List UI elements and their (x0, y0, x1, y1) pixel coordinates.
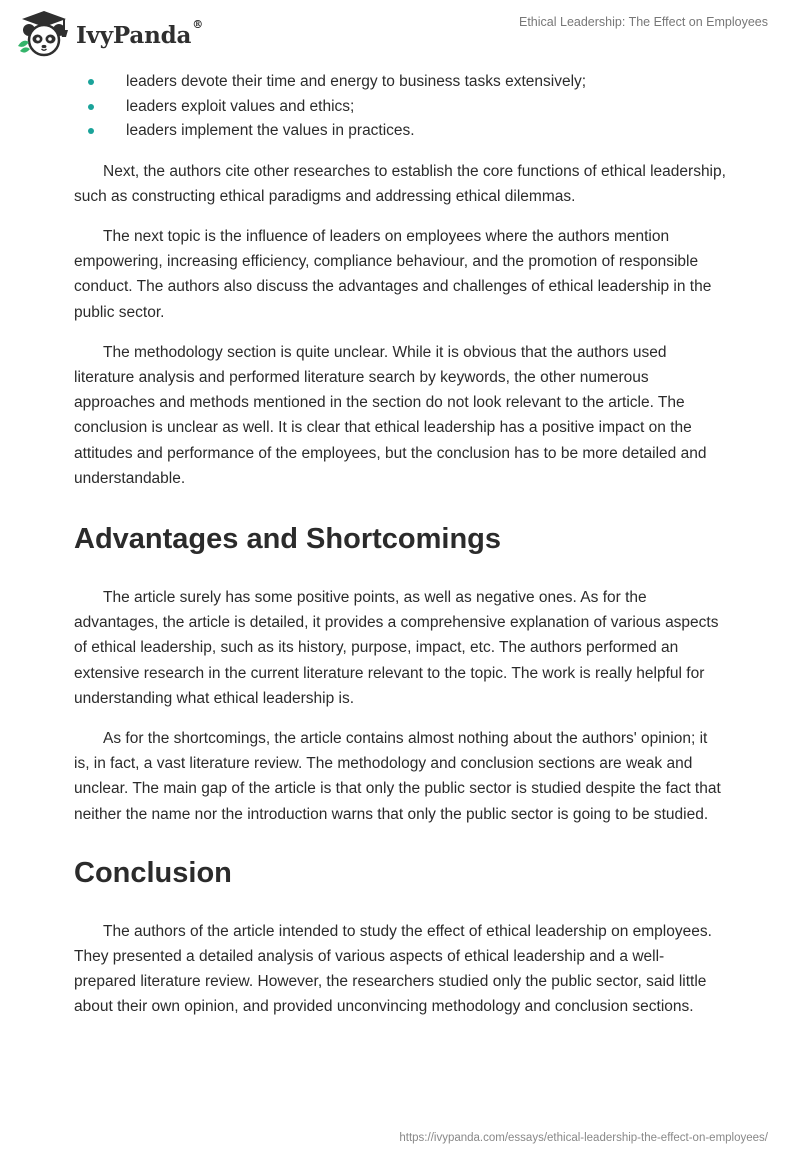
footer-url-link[interactable]: https://ivypanda.com/essays/ethical-leadership-the-effect-on-employees/ (399, 1132, 768, 1144)
section-heading-conclusion: Conclusion (74, 856, 232, 889)
bullet-list (74, 70, 726, 144)
article-body (74, 70, 726, 1020)
list-item-text: leaders implement the values in practices. (126, 122, 415, 139)
panda-logo-icon (16, 8, 72, 58)
paragraph: The authors of the article intended to study the effect of ethical leadership on employees. They presented a detailed analysis of various aspects of ethical leadership and a well-prepared literature review. However, the researchers studied only the public sector, said little about their own opinion, and provided unconvincing methodology and conclusion sections. (74, 922, 712, 1016)
list-item (74, 70, 726, 95)
paragraph: The article surely has some positive points, as well as negative ones. As for the advantages, the article is detailed, it provides a comprehensive explanation of various aspects of ethical leadership, such as its history, purpose, impact, etc. The authors performed an extensive research in the current literature relevant to the topic. The work is really helpful for understanding what ethical leadership is. (74, 588, 719, 707)
list-item-text: leaders devote their time and energy to business tasks extensively; (126, 73, 587, 90)
section-heading-advantages: Advantages and Shortcomings (74, 522, 502, 555)
registered-mark: ® (192, 17, 203, 31)
list-item (74, 119, 726, 144)
paragraph: The next topic is the influence of leaders on employees where the authors mention empowering, increasing efficiency, compliance behaviour, and the promotion of responsible conduct. The authors also discuss the advantages and challenges of ethical leadership in the public sector. (74, 227, 712, 321)
logo-text: IvyPanda® (76, 17, 203, 49)
paragraph: The methodology section is quite unclear. While it is obvious that the authors used literature analysis and performed literature search by keywords, the other numerous approaches and methods mentioned in the section do not look relevant to the article. The conclusion is unclear as well. It is clear that ethical leadership has a positive impact on the attitudes and performance of the employees, but the conclusion has to be more detailed and understandable. (74, 343, 707, 487)
logo[interactable] (16, 8, 203, 58)
paragraph: As for the shortcomings, the article contains almost nothing about the authors' opinion; it is, in fact, a vast literature review. The methodology and conclusion sections are weak and unclear. The main gap of the article is that only the public sector is studied despite the fact that neither the name nor the introduction warns that only the public sector is going to be studied. (74, 729, 721, 823)
paragraph: Next, the authors cite other researches to establish the core functions of ethical leadership, such as constructing ethical paradigms and addressing ethical dilemmas. (74, 162, 726, 205)
bullet-icon (88, 128, 94, 134)
bullet-icon (88, 104, 94, 110)
document-title: Ethical Leadership: The Effect on Employees (519, 15, 768, 29)
list-item (74, 95, 726, 120)
list-item-text: leaders exploit values and ethics; (126, 97, 355, 115)
page-header (0, 0, 800, 64)
bullet-icon (88, 79, 94, 85)
